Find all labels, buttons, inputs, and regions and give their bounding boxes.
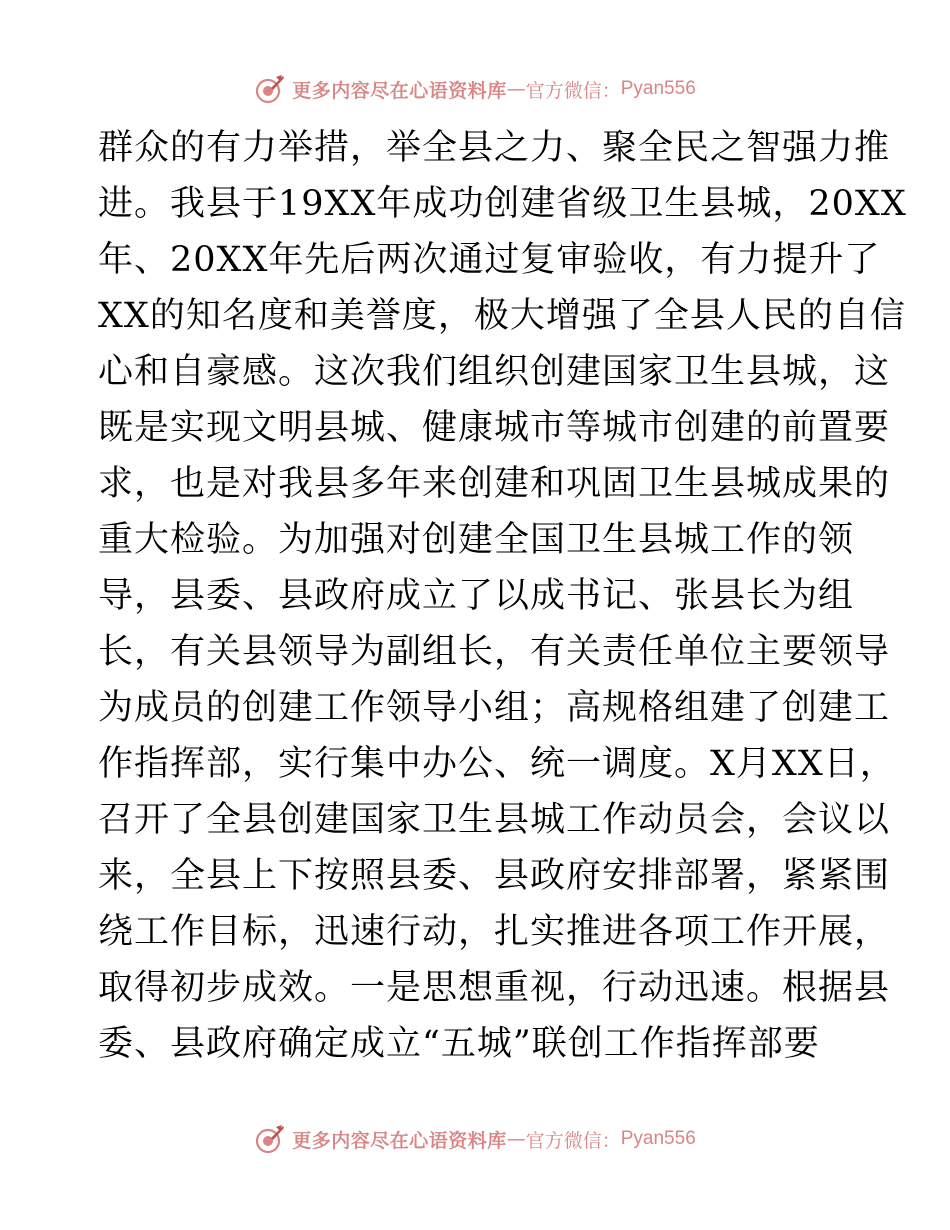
body-line: 取得初步成效。一是思想重视，行动迅速。根据县: [98, 968, 891, 1008]
body-line: 绕工作目标，迅速行动，扎实推进各项工作开展，: [98, 912, 891, 952]
body-line: 进。我县于19XX年成功创建省级卫生县城，20XX: [98, 184, 907, 224]
body-line: 求，也是对我县多年来创建和巩固卫生县城成果的: [98, 464, 891, 504]
body-line: 长，有关县领导为副组长，有关责任单位主要领导: [98, 632, 891, 672]
banner-wechat-id: Pyan556: [620, 1128, 696, 1149]
body-line: 来，全县上下按照县委、县政府安排部署，紧紧围: [98, 856, 891, 896]
body-line: 既是实现文明县城、健康城市等城市创建的前置要: [98, 408, 891, 448]
banner-wechat-id: Pyan556: [620, 78, 696, 99]
footer-banner: [0, 1122, 950, 1156]
body-line: 重大检验。为加强对创建全国卫生县城工作的领: [98, 520, 855, 560]
body-line: 为成员的创建工作领导小组；高规格组建了创建工: [98, 688, 891, 728]
document-body: [98, 120, 907, 1072]
body-line: 召开了全县创建国家卫生县城工作动员会，会议以: [98, 800, 891, 840]
body-line: 年、20XX年先后两次通过复审验收，有力提升了: [98, 240, 881, 280]
body-line: 委、县政府确定成立“五城”联创工作指挥部要: [98, 1024, 820, 1064]
body-line: 群众的有力举措，举全县之力、聚全民之智强力推: [98, 128, 891, 168]
body-line: 导，县委、县政府成立了以成书记、张县长为组: [98, 576, 855, 616]
banner-separator: —: [506, 1128, 526, 1150]
quill-logo-icon: [254, 73, 286, 105]
body-line: 作指挥部，实行集中办公、统一调度。X月XX日，: [98, 744, 896, 784]
body-line: 心和自豪感。这次我们组织创建国家卫生县城，这: [98, 352, 891, 392]
banner-main-text: 更多内容尽在心语资料库: [292, 1129, 507, 1152]
banner-contact-label: 官方微信：: [525, 1129, 621, 1152]
body-line: XX的知名度和美誉度，极大增强了全县人民的自信: [98, 296, 906, 336]
banner-separator: —: [506, 78, 526, 100]
header-banner: [0, 72, 950, 106]
banner-contact-label: 官方微信：: [525, 79, 621, 102]
quill-logo-icon: [254, 1123, 286, 1155]
banner-main-text: 更多内容尽在心语资料库: [292, 79, 507, 102]
